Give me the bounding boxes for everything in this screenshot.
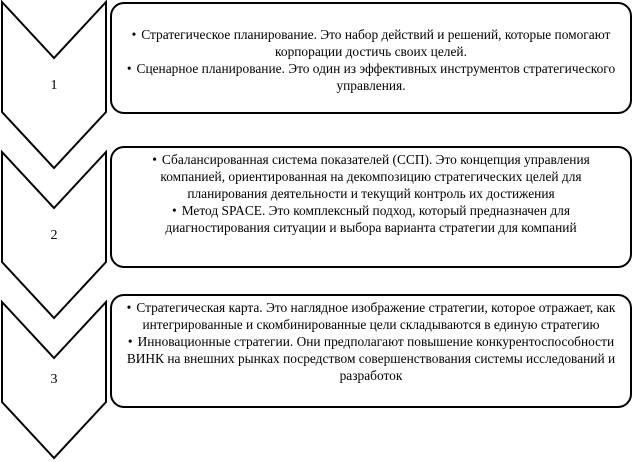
step-2-bullet-2 <box>122 202 620 236</box>
bullet-icon: • <box>152 152 157 167</box>
step-3-bullet-2-text: Инновационные стратегии. Они предполагают повышение конкурентоспособности ВИНК на внешних рынках посредством совершенствования системы исследований и разработок <box>126 334 616 383</box>
step-2-bullet-1-text: Сбалансированная система показателей (ССП). Это концепция управления компанией, ориентированная на декомпозицию стратегических целей для планирования деятельности и текущий контроль их достижения <box>160 152 590 201</box>
bullet-icon: • <box>126 61 132 76</box>
step-2-bullet-1 <box>122 151 620 202</box>
step-box-1 <box>110 2 632 114</box>
bullet-icon: • <box>131 27 137 42</box>
step-3-bullet-1-text: Стратегическая карта. Это наглядное изображение стратегии, которое отражает, как интегрированные и скомбинированные цели складываются в единую стратегию <box>136 300 616 332</box>
step-number-2: 2 <box>50 228 58 243</box>
step-number-1: 1 <box>50 78 58 93</box>
bullet-icon: • <box>171 203 177 218</box>
step-1-bullet-1-text: Стратегическое планирование. Это набор действий и решений, которые помогают корпорации достичь своих целей. <box>141 27 611 59</box>
bullet-icon: • <box>126 300 132 315</box>
step-3-bullet-2 <box>122 333 620 384</box>
step-1-bullet-2 <box>122 60 620 94</box>
step-box-2 <box>110 146 632 268</box>
bullet-icon: • <box>127 334 133 349</box>
step-1-bullet-1 <box>122 26 620 60</box>
step-2-bullet-2-text: Метод SPACE. Это комплексный подход, который предназначен для диагностирования ситуации и выбора варианта стратегии для компаний <box>165 203 577 235</box>
step-3-bullet-1 <box>122 299 620 333</box>
step-box-3 <box>110 294 632 408</box>
step-number-3: 3 <box>50 372 58 387</box>
step-1-bullet-2-text: Сценарное планирование. Это один из эффективных инструментов стратегического управления. <box>136 61 616 93</box>
